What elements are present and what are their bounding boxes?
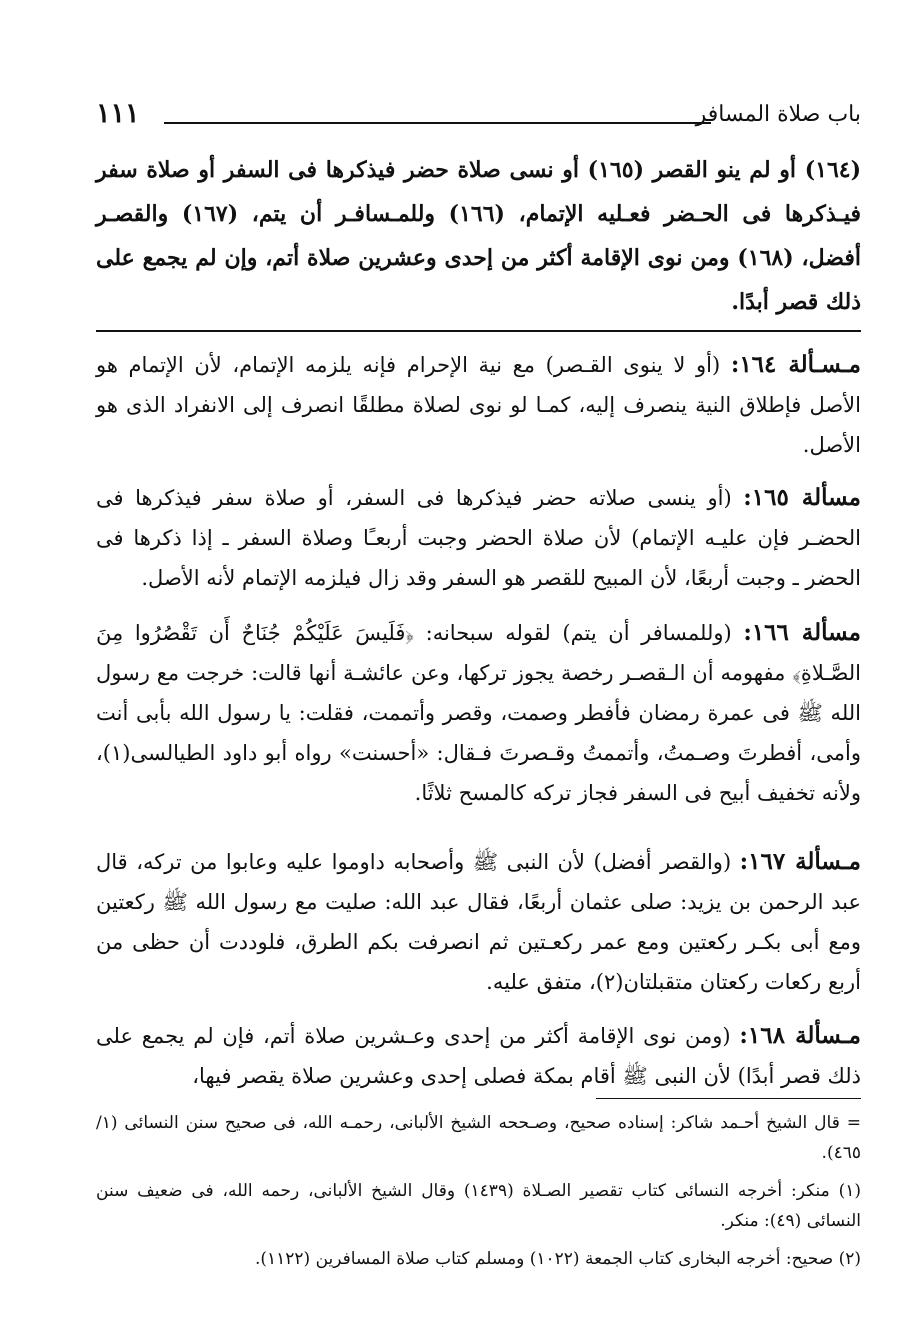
- matn-text: (١٦٤) أو لم ينو القصر (١٦٥) أو نسى صلاة حضر فيذكرها فى السفر أو صلاة سفر فيـذكرها فى الحـضر فعـليه الإتمام، (١٦٦) وللمـسافـر أن يتم، (١٦٧) والقصـر أفضل، (١٦٨) ومن نوى الإقامة أكثر من إحدى وعشرين صلاة أتم، وإن لم يجمع على ذلك قصر أبدًا.: [96, 157, 862, 315]
- masala-165: [96, 478, 861, 598]
- page-number: ١١١: [96, 98, 140, 129]
- chapter-title: باب صلاة المسافر: [695, 102, 861, 127]
- footnote-2: (٢) صحيح: أخرجه البخارى كتاب الجمعة (١٠٢٢) ومسلم كتاب صلاة المسافرين (١١٢٢).: [254, 1249, 861, 1269]
- masala-167: [96, 842, 861, 1002]
- masala-text: (وللمسافر أن يتم) لقوله سبحانه: ﴿فَلَيسَ عَلَيْكُمْ جُنَاحٌ أَن تَقْصُرُوا مِنَ الصَّـلاةِ﴾ مفهومه أن الـقصـر رخصة يجوز تركها، وعن عائشـة أنها قالت: خرجت مع رسول الله ﷺ فى عمرة رمضان فأفطر وصمت، وقصر وأتممت، فقلت: يا رسول الله بأبى أنت وأمى، أفطرتَ وصـمتُ، وأتممتُ وقـصرتَ فـقال: «أحسنت» رواه أبو داود الطيالسى(١)، ولأنه تخفيف أبيح فى السفر فجاز تركه كالمسح ثلاثًا.: [96, 621, 862, 805]
- footnote-continued: = قال الشيخ أحـمد شاكر: إسناده صحيح، وصـححه الشيخ الألبانى، رحمـه الله، فى صحيح سنن النسائى (١/ ٤٦٥).: [96, 1113, 861, 1163]
- masala-164: [96, 345, 861, 465]
- masala-label: مسألة ١٦٥:: [743, 484, 861, 511]
- masala-text: (ومن نوى الإقامة أكثر من إحدى وعـشرين صلاة أتم، فإن لم يجمع على ذلك قصر أبدًا) لأن النبى ﷺ أقام بمكة فصلى إحدى وعشرين صلاة يقصر فيها،: [96, 1024, 861, 1088]
- masala-text: (أو لا ينوى القـصر) مع نية الإحرام فإنه يلزمه الإتمام، لأن الإتمام هو الأصل فإطلاق النية ينصرف إليه، كمـا لو نوى لصلاة مطلقًا انصرف إلى الانفراد الذى هو الأصل.: [96, 353, 861, 457]
- footnote-separator: [596, 1098, 861, 1099]
- masala-168: [96, 1016, 861, 1096]
- masala-label: مـسـألة ١٦٤:: [730, 351, 861, 378]
- masala-label: مـسألة ١٦٧:: [739, 848, 861, 875]
- header-rule: [164, 122, 711, 124]
- masala-166: [96, 613, 861, 813]
- masala-text: (والقصر أفضل) لأن النبى ﷺ وأصحابه داوموا عليه وعابوا من تركه، قال عبد الرحمن بن يزيد: صلى عثمان أربعًا، فقال عبد الله: صليت مع رسول الله ﷺ ركعتين ومع أبى بكـر ركعتين ومع عمر ركعـتين ثم انصرفت بكم الطرق، فلوددت أن حظى من أربع ركعات ركعتان متقبلتان(٢)، متفق عليه.: [96, 850, 861, 994]
- masala-text: (أو ينسى صلاته حضر فيذكرها فى السفر، أو صلاة سفر فيذكرها فى الحضـر فإن عليـه الإتمام) لأن صلاة الحضر وجبت أربعـًا وصلاة السفر ـ إذا ذكرها فى الحضر ـ وجبت أربعًا، لأن المبيح للقصر هو السفر وقد زال فيلزمه الإتمام لأنه الأصل.: [96, 486, 861, 590]
- matn-separator: [96, 330, 861, 332]
- masala-label: مسألة ١٦٦:: [743, 619, 861, 646]
- footnote-1: (١) منكر: أخرجه النسائى كتاب تقصير الصـلاة (١٤٣٩) وقال الشيخ الألبانى، رحمه الله، فى ضعيف سنن النسائى (٤٩): منكر.: [96, 1181, 861, 1231]
- running-header: [96, 100, 861, 136]
- masala-label: مـسألة ١٦٨:: [739, 1022, 861, 1049]
